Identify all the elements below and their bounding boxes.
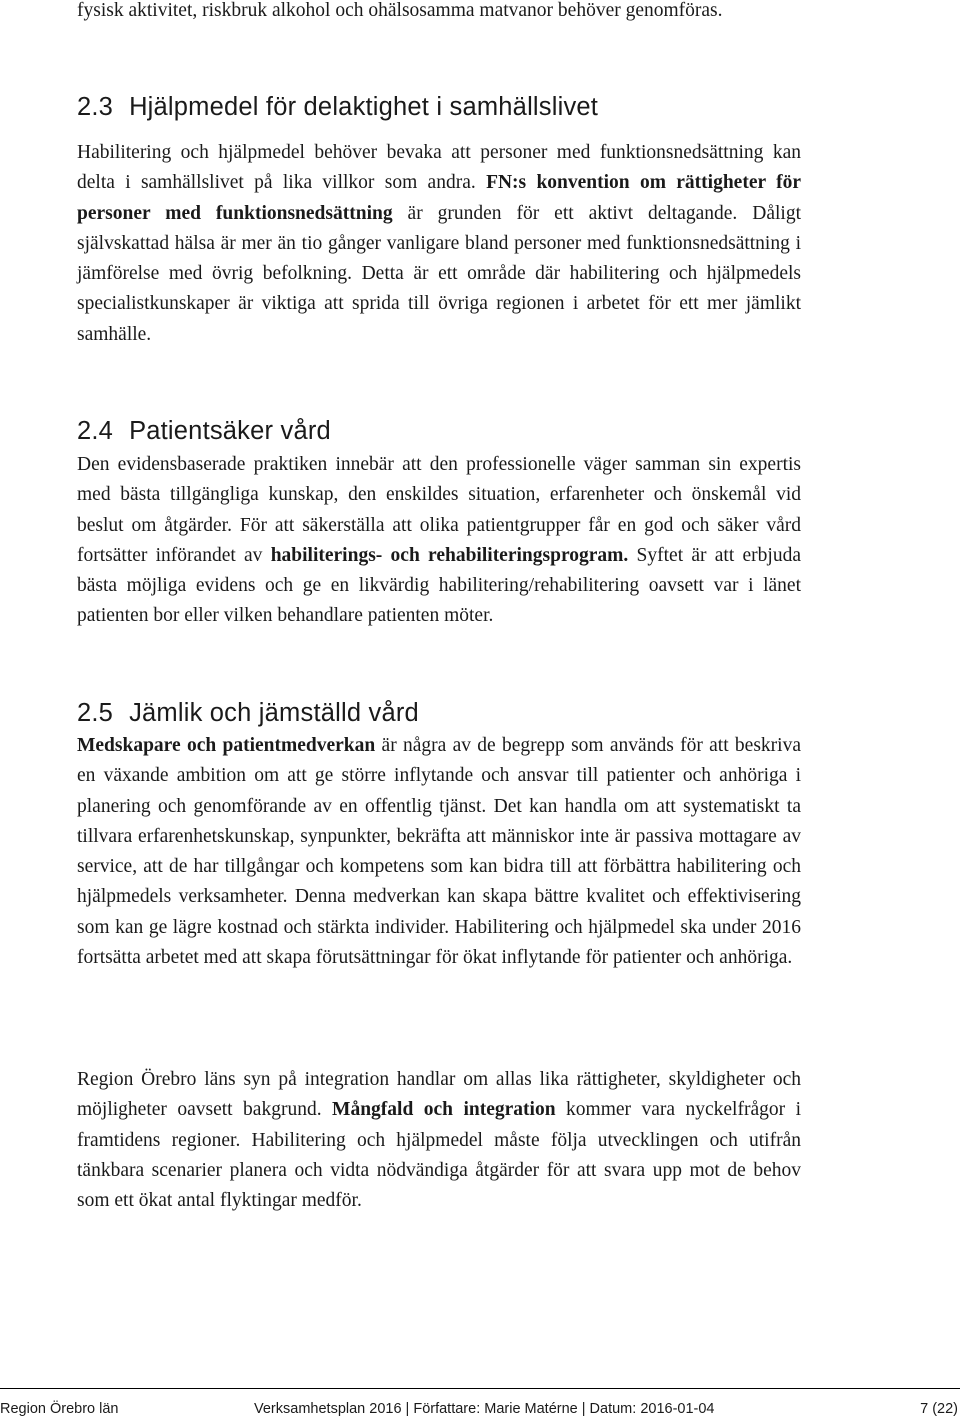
bold-term: Medskapare och patientmedverkan (77, 735, 376, 756)
section-title: Patientsäker vård (129, 417, 331, 445)
footer-organization: Region Örebro län (0, 1401, 119, 1417)
paragraph-text: är några av de begrepp som används för att beskriva en växande ambition om att ge större inflytande och ansvar till patienter och anhöriga i planering och genomförande av en offentlig tjänst. Det kan handla om att systematiskt ta tillvara erfarenhetskunskap, synpunkter, bekräfta att människor inte är passiva mottagare av service, att de har tillgångar och kompetens som kan bidra till att förbättra habilitering och hjälpmedels verksamheter. Denna medverkan kan skapa bättre kvalitet och effektivisering som kan ge lägre kostnad och stärkta individer. Habilitering och hjälpmedel ska under 2016 fortsätta arbetet med att skapa förutsättningar för ökat inflytande för patienter och anhöriga. (77, 735, 801, 969)
section-2-3-heading (77, 91, 598, 123)
section-2-5-paragraph-1 (77, 731, 801, 973)
footer-document-info: Verksamhetsplan 2016 | Författare: Marie Matérne | Datum: 2016-01-04 (254, 1401, 715, 1417)
paragraph-text: Syftet är att erbjuda bästa möjliga evidens och ge en likvärdig habilitering/rehabilitering oavsett var i länet patienten bor eller vilken behandlare patienten möter. (77, 544, 801, 627)
intro-text: fysisk aktivitet, riskbruk alkohol och ohälsosamma matvanor behöver genomföras. (77, 0, 723, 21)
section-2-5-paragraph-2 (77, 1065, 801, 1216)
section-2-5-heading (77, 697, 419, 729)
section-number: 2.3 (77, 93, 114, 121)
bold-term: FN:s konvention om rättigheter för personer med funktionsnedsättning (77, 172, 801, 224)
section-2-4-heading (77, 415, 331, 447)
paragraph-text: är grunden för ett aktivt deltagande. Dåligt självskattad hälsa är mer än tio gånger vanligare bland personer med funktionsnedsättning i jämförelse med övrig befolkning. Detta är ett område där habilitering och hjälpmedels specialistkunskaper är viktiga att sprida till övriga regionen i arbetet för ett mer jämlikt samhälle. (77, 202, 801, 345)
section-title: Jämlik och jämställd vård (129, 699, 419, 727)
section-title: Hjälpmedel för delaktighet i samhällslivet (129, 93, 599, 121)
footer-page-number: 7 (22) (920, 1401, 958, 1417)
section-number: 2.5 (77, 699, 114, 727)
bold-term: habiliterings- och rehabiliteringsprogram. (270, 544, 629, 566)
section-2-4-paragraph (77, 450, 801, 632)
paragraph-text: Region Örebro läns syn på integration handlar om allas lika rättigheter, skyldigheter och möjligheter oavsett bakgrund. (77, 1069, 801, 1121)
bold-term: Mångfald och integration (332, 1099, 556, 1121)
paragraph-text: kommer vara nyckelfrågor i framtidens regioner. Habilitering och hjälpmedel måste följa utvecklingen och utifrån tänkbara scenarier planera och vidta nödvändiga åtgärder för att svara upp mot de behov som ett ökat antal flyktingar medför. (77, 1099, 801, 1212)
intro-paragraph (77, 0, 801, 26)
section-2-3-paragraph (77, 138, 801, 350)
paragraph-text: Den evidensbaserade praktiken innebär att den professionelle väger samman sin expertis med bästa tillgängliga kunskap, den enskildes situation, erfarenheter och önskemål vid beslut om åtgärder. För att säkerställa att olika patientgrupper får en god och säker vård fortsätter införandet av (77, 454, 801, 566)
page-footer (0, 1388, 960, 1419)
section-number: 2.4 (77, 417, 114, 445)
paragraph-text: Habilitering och hjälpmedel behöver bevaka att personer med funktionsnedsättning kan delta i samhällslivet på lika villkor som andra. (77, 142, 801, 194)
